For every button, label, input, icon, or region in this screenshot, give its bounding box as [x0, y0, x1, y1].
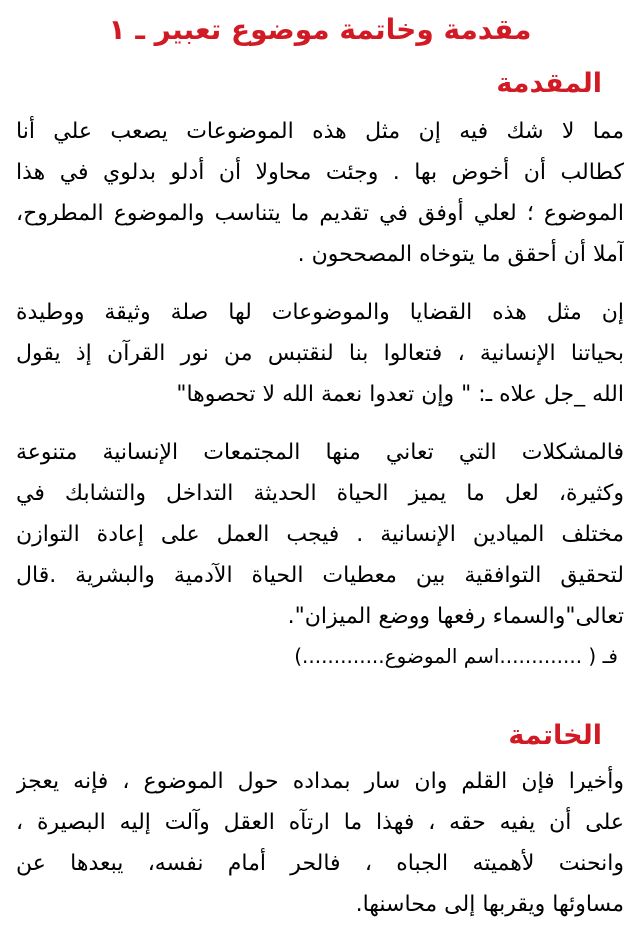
introduction-heading: المقدمة	[496, 68, 602, 99]
introduction-paragraph-2	[16, 292, 624, 415]
text-line: الموضوع ؛ لعلي أوفق في تقديم ما يتناسب والموضوع المطروح،	[16, 201, 624, 226]
conclusion-paragraph	[16, 761, 624, 925]
text-line: وانحنت لأهميته الجباه ، فالحر أمام نفسه، يبعدها عن	[16, 851, 624, 876]
text-line: وأخيرا فإن القلم وان سار بمداده حول الموضوع ، فإنه يعجز	[16, 769, 624, 794]
introduction-paragraph-3	[16, 432, 624, 637]
text-line: آملا أن أحقق ما يتوخاه المصححون .	[297, 242, 624, 267]
introduction-paragraph-1	[16, 111, 624, 275]
conclusion-heading: الخاتمة	[508, 720, 602, 751]
text-line: وكثيرة، لعل ما يميز الحياة الحديثة التداخل والتشابك في	[16, 481, 624, 506]
text-line: مما لا شك فيه إن مثل هذه الموضوعات يصعب علي أنا	[16, 119, 624, 144]
text-line: مساوئها ويقربها إلى محاسنها.	[355, 892, 624, 917]
page-title: مقدمة وخاتمة موضوع تعبير ـ ١	[108, 13, 532, 46]
text-line: بحياتنا الإنسانية ، فتعالوا بنا لنقتبس من نور القرآن إذ يقول	[16, 341, 624, 366]
text-line: تعالى"والسماء رفعها ووضع الميزان".	[287, 604, 624, 629]
text-line: إن مثل هذه القضايا والموضوعات لها صلة وثيقة ووطيدة	[16, 300, 624, 325]
text-line: فالمشكلات التي تعاني منها المجتمعات الإنسانية متنوعة	[16, 440, 624, 465]
topic-name-placeholder: فـ ( .............اسم الموضوع.............)	[294, 644, 618, 668]
text-line: الله _جل علاه ـ: " وإن تعدوا نعمة الله لا تحصوها"	[176, 382, 624, 407]
text-line: لتحقيق التوافقية بين معطيات الحياة الآدمية والبشرية .قال	[16, 563, 624, 588]
text-line: مختلف الميادين الإنسانية . فيجب العمل على إعادة التوازن	[16, 522, 624, 547]
text-line: على أن يفيه حقه ، فهذا ما ارتآه العقل وآلت إليه البصيرة ،	[16, 810, 624, 835]
text-line: كطالب أن أخوض بها . وجئت محاولا أن أدلو بدلوي في هذا	[16, 160, 624, 185]
